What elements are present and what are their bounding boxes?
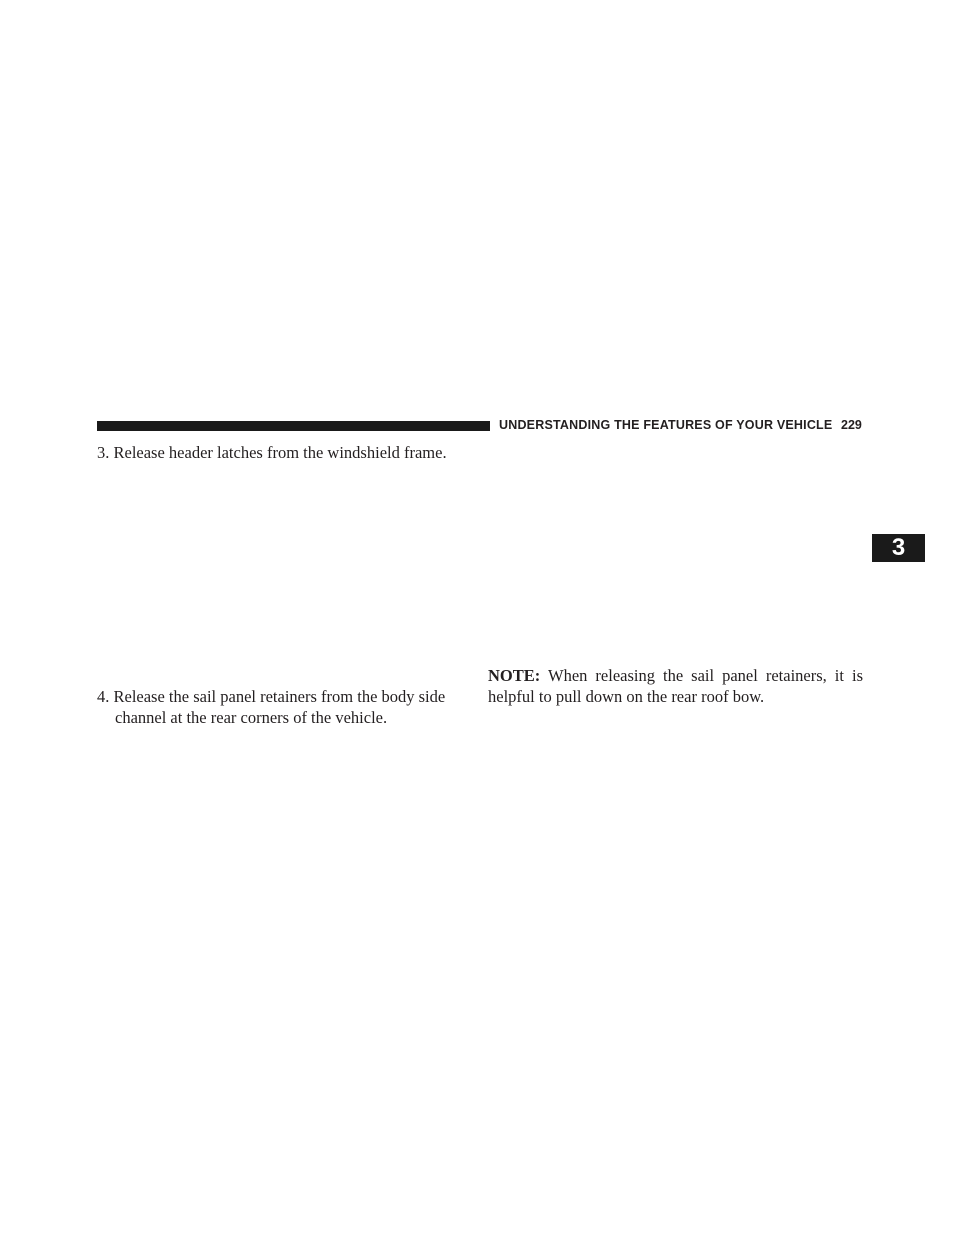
step-4-text-line2: channel at the rear corners of the vehicle. [115,708,388,727]
step-4 [97,686,472,728]
note-label: NOTE: [488,666,541,685]
chapter-tab[interactable]: 3 [872,534,925,562]
note-text: When releasing the sail panel retainers, it is helpful to pull down on the rear roof bow. [488,666,864,706]
step-4-number: 4. [97,687,110,706]
step-3-number: 3. [97,443,110,462]
step-3 [97,442,477,463]
header-rule [97,421,490,431]
step-4-text-line1: Release the sail panel retainers from the body side [113,687,446,706]
section-title: UNDERSTANDING THE FEATURES OF YOUR VEHICLE [499,418,833,432]
page-number: 229 [841,418,862,432]
step-3-text: Release header latches from the windshield frame. [113,443,447,462]
note [488,665,863,707]
